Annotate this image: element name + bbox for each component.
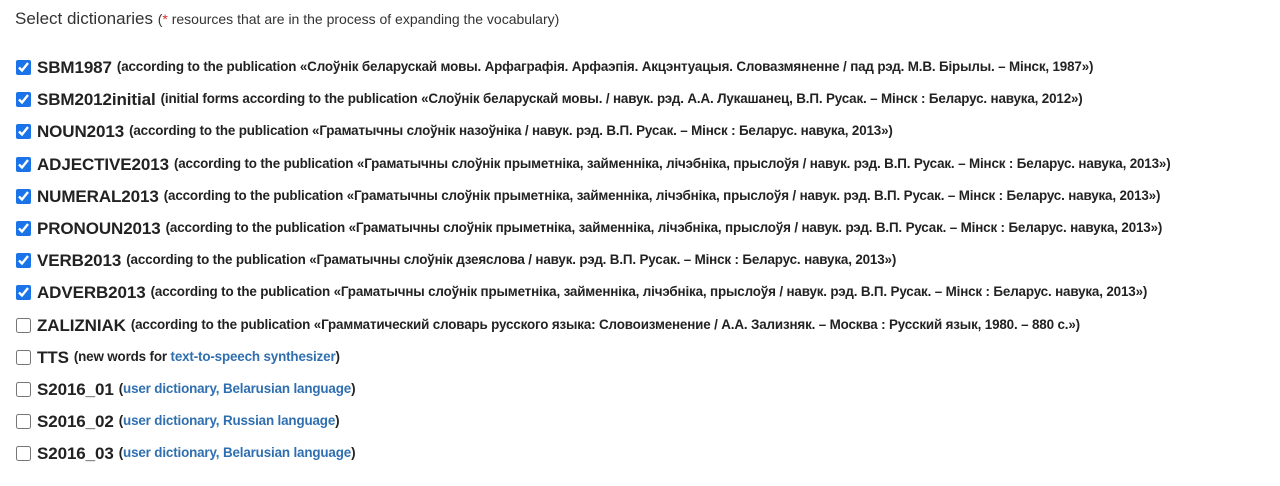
dictionary-item-verb2013	[15, 251, 1171, 283]
dictionary-code: S2016_01	[37, 379, 114, 399]
dictionary-item-sbm2012initial	[15, 90, 1171, 122]
dictionary-checkbox-noun2013[interactable]	[16, 124, 31, 139]
description-prefix: (	[118, 413, 124, 429]
dictionary-description: (initial forms according to the publication «Слоўнік беларускай мовы. / навук. рэд. А.А. Лукашанец, В.П. Русак. – Мінск : Беларус. навука, 2012»)	[160, 91, 1083, 107]
dictionary-checkbox-s2016-02[interactable]	[16, 414, 31, 429]
tts-synthesizer-link[interactable]: text-to-speech synthesizer	[170, 348, 336, 364]
description-prefix: (new words for	[73, 348, 171, 364]
dictionary-description: (according to the publication «Граматычны слоўнік дзеяслова / навук. рэд. В.П. Русак. – Мінск : Беларус. навука, 2013»)	[126, 252, 897, 268]
dictionary-checkbox-s2016-01[interactable]	[16, 382, 31, 397]
description-suffix: )	[351, 380, 356, 396]
dictionary-code: ADVERB2013	[37, 283, 146, 303]
user-dictionary-link[interactable]: user dictionary, Russian language	[123, 413, 336, 429]
dictionary-item-pronoun2013	[15, 219, 1171, 251]
dictionary-item-numeral2013	[15, 187, 1171, 219]
description-suffix: )	[335, 413, 340, 429]
dictionary-description: (according to the publication «Граматычны слоўнік прыметніка, займенніка, лічэбніка, прыслоўя / навук. рэд. В.П. Русак. – Мінск : Беларус. навука, 2013»)	[163, 187, 1161, 203]
dictionary-code: SBM1987	[37, 58, 112, 77]
page-title: Select dictionaries	[15, 9, 153, 28]
dictionary-item-s2016-03	[15, 444, 1171, 476]
dictionary-code: TTS	[37, 347, 69, 367]
dictionary-code: VERB2013	[37, 251, 122, 271]
asterisk-icon: *	[162, 11, 168, 27]
description-suffix: )	[335, 348, 340, 364]
user-dictionary-link[interactable]: user dictionary, Belarusian language	[123, 445, 352, 461]
dictionary-description	[74, 349, 340, 364]
dictionary-code: S2016_03	[37, 444, 114, 464]
dictionary-item-tts	[15, 348, 1171, 380]
dictionary-description: (according to the publication «Граматычны слоўнік прыметніка, займенніка, лічэбніка, прыслоўя / навук. рэд. В.П. Русак. – Мінск : Беларус. навука, 2013»)	[173, 155, 1171, 171]
dictionary-description: (according to the publication «Граматычны слоўнік прыметніка, займенніка, лічэбніка, прыслоўя / навук. рэд. В.П. Русак. – Мінск : Беларус. навука, 2013»)	[165, 219, 1163, 235]
dictionary-list	[15, 58, 1171, 476]
dictionary-code: ADJECTIVE2013	[37, 154, 169, 174]
dictionary-description: (according to the publication «Граматычны слоўнік назоўніка / навук. рэд. В.П. Русак. – Мінск : Беларус. навука, 2013»)	[129, 123, 893, 139]
dictionary-description	[119, 445, 356, 460]
dictionary-item-zalizniak	[15, 316, 1171, 348]
note-open-paren: (	[157, 11, 163, 27]
dictionaries-header	[15, 9, 559, 29]
dictionary-description: (according to the publication «Слоўнік беларускай мовы. Арфаграфія. Арфаэпія. Акцэнтуацыя. Словазмяненне / пад рэд. М.В. Бірылы. – Мінск, 1987»)	[116, 59, 1094, 74]
header-note	[158, 11, 560, 27]
dictionary-item-s2016-02	[15, 412, 1171, 444]
dictionary-checkbox-adjective2013[interactable]	[16, 157, 31, 172]
dictionary-code: PRONOUN2013	[37, 218, 161, 238]
dictionary-description: (according to the publication «Грамматический словарь русского языка: Словоизменение / А.А. Зализняк. – Москва : Русский язык, 1980. – 880 с.»)	[130, 316, 1080, 332]
description-prefix: (	[118, 380, 124, 396]
dictionary-code: NUMERAL2013	[37, 186, 159, 206]
dictionary-checkbox-verb2013[interactable]	[16, 253, 31, 268]
description-prefix: (	[118, 445, 124, 461]
dictionary-checkbox-numeral2013[interactable]	[16, 189, 31, 204]
dictionary-checkbox-adverb2013[interactable]	[16, 285, 31, 300]
dictionary-code: S2016_02	[37, 412, 114, 432]
dictionary-description: (according to the publication «Граматычны слоўнік прыметніка, займенніка, лічэбніка, прыслоўя / навук. рэд. В.П. Русак. – Мінск : Беларус. навука, 2013»)	[150, 284, 1148, 300]
dictionary-item-noun2013	[15, 122, 1171, 154]
dictionary-description	[119, 413, 340, 428]
dictionary-code: SBM2012initial	[37, 90, 156, 110]
dictionary-checkbox-pronoun2013[interactable]	[16, 221, 31, 236]
dictionary-checkbox-s2016-03[interactable]	[16, 446, 31, 461]
description-suffix: )	[351, 445, 356, 461]
dictionary-code: ZALIZNIAK	[37, 315, 126, 335]
dictionary-code: NOUN2013	[37, 122, 125, 142]
dictionary-item-s2016-01	[15, 380, 1171, 412]
dictionary-item-adjective2013	[15, 155, 1171, 187]
dictionary-checkbox-sbm2012initial[interactable]	[16, 92, 31, 107]
dictionary-description	[119, 381, 356, 396]
dictionary-checkbox-tts[interactable]	[16, 350, 31, 365]
dictionary-checkbox-sbm1987[interactable]	[16, 60, 31, 75]
note-text: resources that are in the process of expanding the vocabulary)	[167, 11, 560, 27]
user-dictionary-link[interactable]: user dictionary, Belarusian language	[123, 380, 352, 396]
dictionary-item-sbm1987	[15, 58, 1171, 90]
dictionary-checkbox-zalizniak[interactable]	[16, 318, 31, 333]
dictionary-item-adverb2013	[15, 283, 1171, 315]
